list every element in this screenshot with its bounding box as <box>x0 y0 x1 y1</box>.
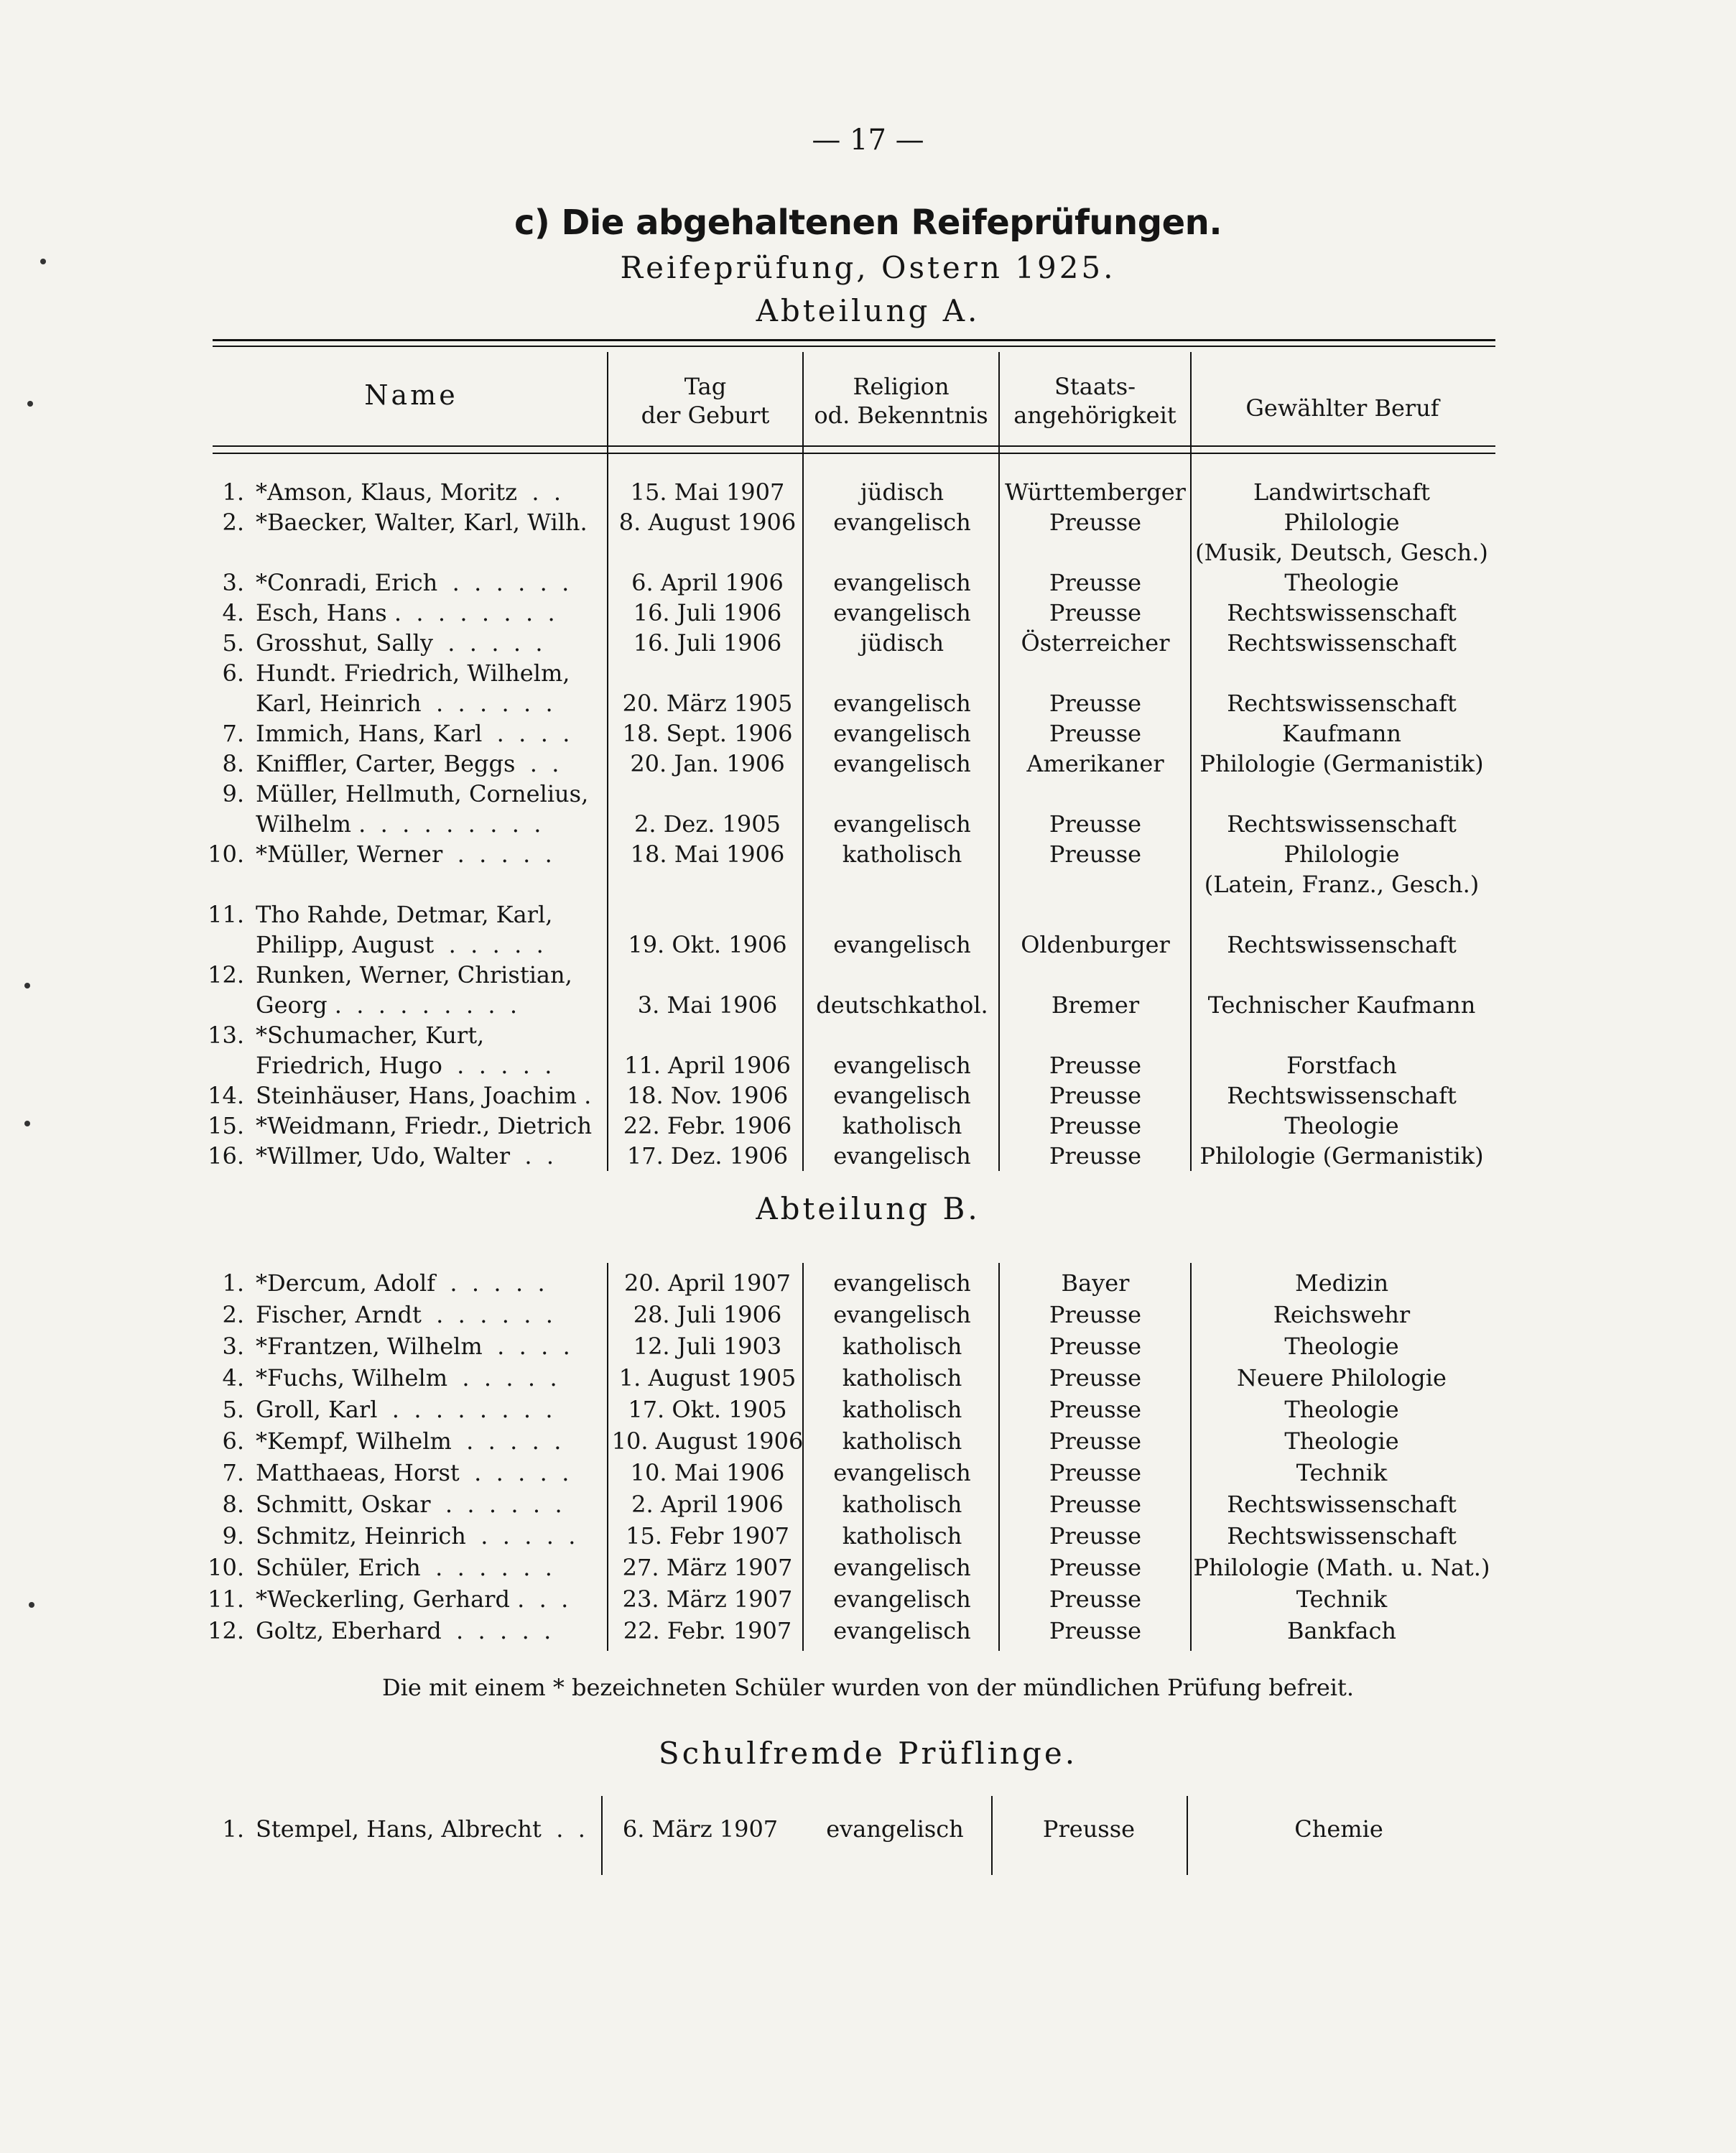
student-name: *Müller, Werner . . . . . <box>256 841 552 868</box>
row-number: 14. <box>208 1082 244 1109</box>
row-number: 2. <box>222 509 244 536</box>
scan-speck <box>24 1121 30 1126</box>
scan-speck <box>24 983 30 988</box>
student-name: Friedrich, Hugo . . . . . <box>256 1052 552 1079</box>
nationality: Preusse <box>1049 1396 1142 1423</box>
student-name: Groll, Karl . . . . . . . . <box>256 1396 553 1423</box>
student-name: Philipp, August . . . . . <box>256 931 544 958</box>
student-name: *Kempf, Wilhelm . . . . . <box>256 1427 562 1455</box>
student-name: Schmitt, Oskar . . . . . . <box>256 1491 562 1518</box>
chosen-profession: (Musik, Deutsch, Gesch.) <box>1195 539 1488 566</box>
birth-date: 27. März 1907 <box>622 1554 793 1581</box>
nationality: Amerikaner <box>1026 750 1164 777</box>
row-number: 3. <box>222 1333 244 1360</box>
row-number: 4. <box>222 1364 244 1392</box>
student-name: Fischer, Arndt . . . . . . <box>256 1301 553 1328</box>
birth-date: 19. Okt. 1906 <box>628 931 787 958</box>
nationality: Preusse <box>1049 1459 1142 1486</box>
student-name: *Weckerling, Gerhard . . . <box>256 1585 569 1613</box>
religion: evangelisch <box>833 810 971 838</box>
birth-date: 22. Febr. 1906 <box>623 1112 792 1139</box>
chosen-profession: Philologie (Math. u. Nat.) <box>1193 1554 1490 1581</box>
chosen-profession: Rechtswissenschaft <box>1227 1522 1457 1550</box>
birth-date: 1. August 1905 <box>618 1364 797 1392</box>
chosen-profession: (Latein, Franz., Gesch.) <box>1204 871 1480 898</box>
nationality: Preusse <box>1049 720 1142 747</box>
student-name: Steinhäuser, Hans, Joachim . <box>256 1082 592 1109</box>
chosen-profession: Rechtswissenschaft <box>1227 629 1457 657</box>
chosen-profession: Rechtswissenschaft <box>1227 931 1457 958</box>
nationality: Preusse <box>1049 1427 1142 1455</box>
row-number: 6. <box>222 1427 244 1455</box>
row-number: 5. <box>222 1396 244 1423</box>
header-profession: Gewählter Beruf <box>1245 394 1439 422</box>
birth-date: 16. Juli 1906 <box>633 629 782 657</box>
religion: evangelisch <box>833 1301 971 1328</box>
chosen-profession: Bankfach <box>1286 1617 1397 1644</box>
chosen-profession: Medizin <box>1294 1269 1389 1297</box>
row-number: 5. <box>222 629 244 657</box>
chosen-profession: Theologie <box>1284 1396 1399 1423</box>
exam-title: Reifeprüfung, Ostern 1925. <box>620 250 1116 285</box>
birth-date: 15. Febr 1907 <box>626 1522 789 1550</box>
footnote: Die mit einem * bezeichneten Schüler wurden von der mündlichen Prüfung befreit. <box>381 1674 1355 1701</box>
religion: evangelisch <box>833 509 971 536</box>
student-name: Georg . . . . . . . . . <box>256 991 518 1019</box>
religion: katholisch <box>842 1522 962 1550</box>
header-bottom-rule-thin <box>213 453 1495 454</box>
religion: evangelisch <box>833 599 971 626</box>
religion: evangelisch <box>826 1815 964 1843</box>
nationality: Preusse <box>1049 1522 1142 1550</box>
row-number: 1. <box>222 1269 244 1297</box>
birth-date: 10. August 1906 <box>611 1427 804 1455</box>
chosen-profession: Technischer Kaufmann <box>1207 991 1476 1019</box>
row-number: 11. <box>208 901 244 928</box>
chosen-profession: Forstfach <box>1286 1052 1397 1079</box>
religion: evangelisch <box>833 569 971 596</box>
student-name: Immich, Hans, Karl . . . . <box>256 720 570 747</box>
row-number: 6. <box>222 659 244 687</box>
nationality: Preusse <box>1049 1112 1142 1139</box>
row-number: 3. <box>222 569 244 596</box>
nationality: Preusse <box>1049 569 1142 596</box>
student-name: *Baecker, Walter, Karl, Wilh. <box>256 509 588 536</box>
row-number: 12. <box>208 1617 244 1644</box>
chosen-profession: Rechtswissenschaft <box>1227 690 1457 717</box>
header-bottom-rule <box>213 445 1495 447</box>
header-religion: Religion od. Bekenntnis <box>814 373 988 429</box>
student-name: Goltz, Eberhard . . . . . <box>256 1617 552 1644</box>
nationality: Preusse <box>1049 599 1142 626</box>
chosen-profession: Landwirtschaft <box>1253 478 1430 506</box>
student-name: Grosshut, Sally . . . . . <box>256 629 543 657</box>
religion: evangelisch <box>833 720 971 747</box>
nationality: Preusse <box>1049 810 1142 838</box>
page-number: — 17 — <box>812 124 924 157</box>
birth-date: 3. Mai 1906 <box>637 991 778 1019</box>
row-number: 9. <box>222 780 244 807</box>
religion: katholisch <box>842 841 962 868</box>
birth-date: 10. Mai 1906 <box>630 1459 785 1486</box>
column-divider <box>607 1263 608 1651</box>
nationality: Oldenburger <box>1021 931 1170 958</box>
birth-date: 23. März 1907 <box>622 1585 793 1613</box>
student-name: Karl, Heinrich . . . . . . <box>256 690 553 717</box>
birth-date: 8. August 1906 <box>618 509 797 536</box>
student-name: Schmitz, Heinrich . . . . . <box>256 1522 576 1550</box>
nationality: Bayer <box>1061 1269 1130 1297</box>
student-name: Esch, Hans . . . . . . . . <box>256 599 555 626</box>
header-birth: Tag der Geburt <box>641 373 770 429</box>
nationality: Preusse <box>1049 1333 1142 1360</box>
religion: evangelisch <box>833 1617 971 1644</box>
religion: evangelisch <box>833 1554 971 1581</box>
religion: evangelisch <box>833 750 971 777</box>
chosen-profession: Technik <box>1296 1585 1388 1613</box>
student-name: Stempel, Hans, Albrecht . . <box>256 1815 585 1843</box>
scan-speck <box>29 1602 34 1608</box>
birth-date: 20. Jan. 1906 <box>630 750 785 777</box>
birth-date: 6. April 1906 <box>631 569 784 596</box>
student-name: Matthaeas, Horst . . . . . <box>256 1459 570 1486</box>
birth-date: 6. März 1907 <box>622 1815 779 1843</box>
row-number: 2. <box>222 1301 244 1328</box>
student-name: Hundt. Friedrich, Wilhelm, <box>256 659 570 687</box>
chosen-profession: Reichswehr <box>1273 1301 1411 1328</box>
birth-date: 17. Dez. 1906 <box>626 1142 789 1170</box>
birth-date: 16. Juli 1906 <box>633 599 782 626</box>
nationality: Preusse <box>1049 1554 1142 1581</box>
row-number: 12. <box>208 961 244 988</box>
chosen-profession: Rechtswissenschaft <box>1227 1491 1457 1518</box>
chosen-profession: Theologie <box>1284 1112 1399 1139</box>
table-top-rule <box>213 339 1495 341</box>
section-a-title: Abteilung A. <box>756 293 980 328</box>
student-name: Müller, Hellmuth, Cornelius, <box>256 780 589 807</box>
student-name: *Schumacher, Kurt, <box>256 1022 485 1049</box>
chosen-profession: Theologie <box>1284 1333 1399 1360</box>
religion: deutschkathol. <box>816 991 988 1019</box>
student-name: *Fuchs, Wilhelm . . . . . <box>256 1364 557 1392</box>
birth-date: 18. Mai 1906 <box>630 841 785 868</box>
chosen-profession: Technik <box>1296 1459 1388 1486</box>
row-number: 9. <box>222 1522 244 1550</box>
religion: evangelisch <box>833 690 971 717</box>
chosen-profession: Philologie (Germanistik) <box>1199 750 1484 777</box>
birth-date: 18. Nov. 1906 <box>626 1082 789 1109</box>
student-name: Wilhelm . . . . . . . . . <box>256 810 542 838</box>
birth-date: 2. Dez. 1905 <box>634 810 781 838</box>
nationality: Preusse <box>1049 1301 1142 1328</box>
religion: katholisch <box>842 1364 962 1392</box>
chosen-profession: Neuere Philologie <box>1237 1364 1447 1392</box>
religion: evangelisch <box>833 1142 971 1170</box>
religion: evangelisch <box>833 1052 971 1079</box>
chosen-profession: Rechtswissenschaft <box>1227 599 1457 626</box>
row-number: 1. <box>222 478 244 506</box>
birth-date: 12. Juli 1903 <box>633 1333 782 1360</box>
section-heading: c) Die abgehaltenen Reifeprüfungen. <box>514 203 1222 243</box>
header-name: Name <box>364 379 458 411</box>
nationality: Preusse <box>1049 1364 1142 1392</box>
row-number: 8. <box>222 750 244 777</box>
religion: katholisch <box>842 1112 962 1139</box>
chosen-profession: Theologie <box>1284 569 1399 596</box>
header-nationality: Staats- angehörigkeit <box>1013 373 1176 429</box>
chosen-profession: Chemie <box>1294 1815 1383 1843</box>
nationality: Bremer <box>1051 991 1140 1019</box>
section-b-title: Abteilung B. <box>756 1191 980 1226</box>
birth-date: 20. März 1905 <box>622 690 793 717</box>
chosen-profession: Philologie <box>1284 841 1400 868</box>
student-name: Schüler, Erich . . . . . . <box>256 1554 552 1581</box>
nationality: Preusse <box>1049 841 1142 868</box>
nationality: Preusse <box>1049 1082 1142 1109</box>
row-number: 16. <box>208 1142 244 1170</box>
nationality: Preusse <box>1049 1617 1142 1644</box>
nationality: Preusse <box>1042 1815 1136 1843</box>
table-top-rule-thin <box>213 346 1495 347</box>
birth-date: 22. Febr. 1907 <box>623 1617 792 1644</box>
row-number: 13. <box>208 1022 244 1049</box>
religion: evangelisch <box>833 1585 971 1613</box>
row-number: 1. <box>222 1815 244 1843</box>
student-name: *Willmer, Udo, Walter . . <box>256 1142 554 1170</box>
religion: jüdisch <box>860 478 944 506</box>
religion: katholisch <box>842 1491 962 1518</box>
row-number: 7. <box>222 1459 244 1486</box>
nationality: Preusse <box>1049 1052 1142 1079</box>
chosen-profession: Kaufmann <box>1281 720 1402 747</box>
chosen-profession: Rechtswissenschaft <box>1227 810 1457 838</box>
religion: jüdisch <box>860 629 944 657</box>
chosen-profession: Philologie <box>1284 509 1400 536</box>
nationality: Österreicher <box>1021 629 1170 657</box>
row-number: 7. <box>222 720 244 747</box>
nationality: Württemberger <box>1005 478 1186 506</box>
chosen-profession: Theologie <box>1284 1427 1399 1455</box>
birth-date: 17. Okt. 1905 <box>628 1396 787 1423</box>
religion: katholisch <box>842 1333 962 1360</box>
student-name: *Weidmann, Friedr., Dietrich <box>256 1112 593 1139</box>
external-title: Schulfremde Prüflinge. <box>658 1736 1078 1771</box>
birth-date: 11. April 1906 <box>623 1052 792 1079</box>
student-name: Kniffler, Carter, Beggs . . <box>256 750 560 777</box>
student-name: *Conradi, Erich . . . . . . <box>256 569 570 596</box>
nationality: Preusse <box>1049 1585 1142 1613</box>
nationality: Preusse <box>1049 509 1142 536</box>
nationality: Preusse <box>1049 690 1142 717</box>
row-number: 10. <box>208 1554 244 1581</box>
religion: evangelisch <box>833 1269 971 1297</box>
birth-date: 2. April 1906 <box>631 1491 784 1518</box>
birth-date: 18. Sept. 1906 <box>622 720 793 747</box>
student-name: *Amson, Klaus, Moritz . . <box>256 478 561 506</box>
student-name: Tho Rahde, Detmar, Karl, <box>256 901 553 928</box>
student-name: *Dercum, Adolf . . . . . <box>256 1269 545 1297</box>
chosen-profession: Rechtswissenschaft <box>1227 1082 1457 1109</box>
birth-date: 20. April 1907 <box>623 1269 792 1297</box>
religion: evangelisch <box>833 1082 971 1109</box>
scan-speck <box>27 401 33 407</box>
row-number: 4. <box>222 599 244 626</box>
religion: katholisch <box>842 1396 962 1423</box>
chosen-profession: Philologie (Germanistik) <box>1199 1142 1484 1170</box>
scan-speck <box>40 259 46 264</box>
birth-date: 28. Juli 1906 <box>633 1301 782 1328</box>
student-name: *Frantzen, Wilhelm . . . . <box>256 1333 570 1360</box>
row-number: 8. <box>222 1491 244 1518</box>
religion: evangelisch <box>833 931 971 958</box>
column-divider <box>601 1796 603 1875</box>
column-divider <box>607 352 608 1171</box>
row-number: 11. <box>208 1585 244 1613</box>
row-number: 15. <box>208 1112 244 1139</box>
row-number: 10. <box>208 841 244 868</box>
religion: evangelisch <box>833 1459 971 1486</box>
nationality: Preusse <box>1049 1491 1142 1518</box>
nationality: Preusse <box>1049 1142 1142 1170</box>
student-name: Runken, Werner, Christian, <box>256 961 572 988</box>
religion: katholisch <box>842 1427 962 1455</box>
birth-date: 15. Mai 1907 <box>630 478 785 506</box>
